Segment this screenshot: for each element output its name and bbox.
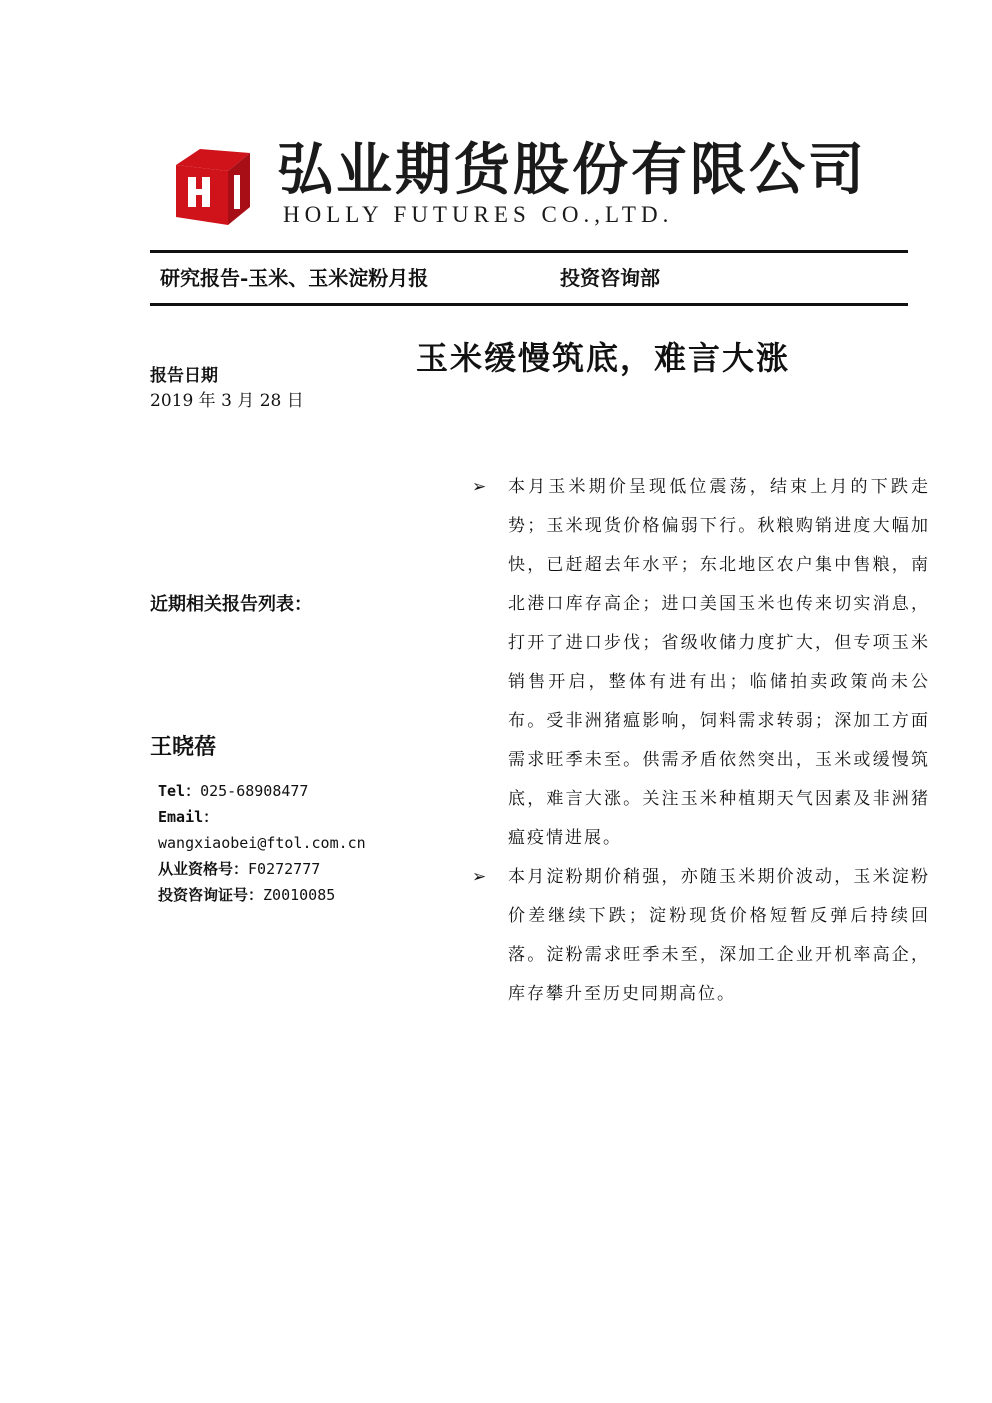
consulting-row	[158, 882, 366, 908]
analyst-name: 王晓蓓	[150, 734, 217, 760]
report-type: 研究报告-玉米、玉米淀粉月报	[160, 266, 429, 290]
arrow-bullet-icon: ➢	[472, 867, 489, 887]
report-header-band	[160, 264, 900, 292]
tel-row	[158, 778, 366, 804]
summary-item-corn	[470, 468, 930, 858]
email-row	[158, 804, 366, 830]
company-name-cn: 弘业期货股份有限公司	[277, 138, 867, 203]
qualification-label: 从业资格号：	[158, 860, 249, 878]
related-reports-label: 近期相关报告列表：	[150, 594, 312, 615]
header-bottom-rule	[150, 303, 908, 306]
consulting-label: 投资咨询证号：	[158, 886, 264, 904]
company-logo	[165, 138, 867, 235]
summary-text: 本月淀粉期价稍强，亦随玉米期价波动，玉米淀粉价差继续下跌；淀粉现货价格短暂反弹后持续回落。淀粉需求旺季未至，深加工企业开机率高企，库存攀升至历史同期高位。	[508, 867, 930, 1004]
qualification-value: F0272777	[248, 860, 321, 878]
report-date-label: 报告日期	[150, 366, 218, 386]
report-title: 玉米缓慢筑底，难言大涨	[416, 339, 791, 377]
arrow-bullet-icon: ➢	[472, 477, 489, 497]
summary-list	[470, 468, 930, 1014]
consulting-value: Z0010085	[263, 886, 336, 904]
report-date-value: 2019 年 3 月 28 日	[150, 391, 304, 411]
tel-label: Tel：	[158, 782, 201, 800]
tel-value: 025-68908477	[200, 782, 309, 800]
summary-text: 本月玉米期价呈现低位震荡，结束上月的下跌走势；玉米现货价格偏弱下行。秋粮购销进度大幅加快，已赶超去年水平；东北地区农户集中售粮，南北港口库存高企；进口美国玉米也传来切实消息，打开了进口步伐；省级收储力度扩大，但专项玉米销售开启，整体有进有出；临储拍卖政策尚未公布。受非洲猪瘟影响，饲料需求转弱；深加工方面需求旺季未至。供需矛盾依然突出，玉米或缓慢筑底，难言大涨。关注玉米种植期天气因素及非洲猪瘟疫情进展。	[508, 477, 930, 848]
header-top-rule	[150, 250, 908, 253]
department: 投资咨询部	[560, 266, 660, 290]
company-logo-icon	[170, 145, 252, 227]
company-name-en: HOLLY FUTURES CO.,LTD.	[283, 202, 674, 227]
summary-item-starch	[470, 858, 930, 1014]
email-label: Email：	[158, 808, 219, 826]
email-value: wangxiaobei@ftol.com.cn	[158, 834, 366, 852]
analyst-contact	[158, 778, 366, 908]
qualification-row	[158, 856, 366, 882]
